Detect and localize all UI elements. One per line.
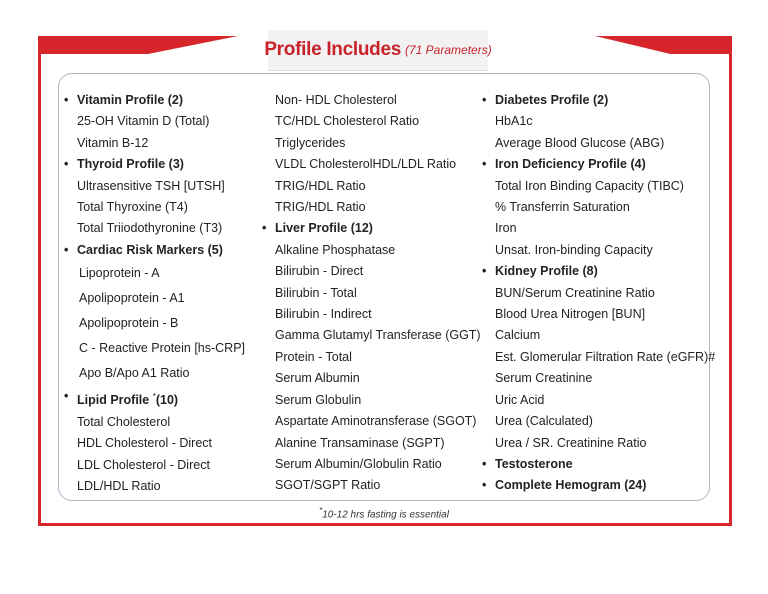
parameter-item: Bilirubin - Total (275, 285, 357, 300)
column-3 (482, 90, 722, 497)
parameter-item: LDL Cholesterol - Direct (77, 457, 210, 472)
parameter-item: Blood Urea Nitrogen [BUN] (495, 307, 646, 322)
profile-heading-count: (10) (155, 393, 179, 408)
parameter-item: Total Iron Binding Capacity (TIBC) (495, 178, 684, 193)
red-frame-left (38, 36, 41, 526)
profile-heading (482, 261, 722, 282)
profile-heading-text: Testosterone (495, 456, 573, 471)
parameter-item: % Transferrin Saturation (495, 200, 630, 215)
profile-heading-text: Iron Deficiency Profile (4) (495, 157, 646, 172)
parameter-item: Total Thyroxine (T4) (77, 200, 188, 215)
profile-heading (64, 386, 264, 412)
column-2 (262, 90, 481, 497)
parameter-item: Protein - Total (275, 349, 352, 364)
profile-heading-text: Thyroid Profile (3) (77, 157, 184, 172)
profile-heading (482, 454, 722, 475)
parameter-item: TRIG/HDL Ratio (275, 200, 366, 215)
parameter-item: Non- HDL Cholesterol (275, 93, 397, 107)
red-frame-bottom (38, 523, 732, 526)
parameter-item: Triglycerides (275, 135, 346, 150)
parameter-item: Ultrasensitive TSH [UTSH] (77, 178, 225, 193)
fasting-marker: * (152, 392, 156, 402)
profile-heading (64, 240, 264, 261)
parameter-item: VLDL CholesterolHDL/LDL Ratio (275, 157, 457, 172)
profile-heading-text: Lipid Profile (77, 393, 150, 408)
parameter-item: Urea (Calculated) (495, 414, 593, 429)
footnote-marker: * (319, 506, 323, 515)
parameter-item: HbA1c (495, 114, 533, 129)
parameter-item: Total Triiodothyronine (T3) (77, 221, 223, 236)
red-header-band-right (595, 36, 732, 54)
profile-heading-text: Kidney Profile (8) (495, 264, 598, 279)
profile-heading-text: Cardiac Risk Markers (5) (77, 242, 223, 257)
parameter-item: Serum Creatinine (495, 371, 593, 386)
profile-heading (262, 218, 477, 239)
profile-heading (482, 90, 722, 111)
parameter-item: Bilirubin - Direct (275, 264, 364, 279)
footnote-text: 10-12 hrs fasting is essential (322, 509, 449, 521)
parameter-item: Alanine Transaminase (SGPT) (275, 435, 445, 450)
title-tab (264, 30, 492, 71)
parameter-item: Iron (495, 221, 517, 236)
parameter-item: Bilirubin - Indirect (275, 307, 372, 322)
parameter-item: Unsat. Iron-binding Capacity (495, 242, 653, 257)
red-frame-right (729, 36, 732, 526)
parameter-item: Calcium (495, 328, 541, 343)
parameter-item: Aspartate Aminotransferase (SGOT) (275, 414, 477, 429)
page-title: Profile Includes (264, 39, 401, 60)
parameter-item: Serum Globulin (275, 392, 362, 407)
parameter-item: HDL Cholesterol - Direct (77, 436, 212, 451)
parameter-item: BUN/Serum Creatinine Ratio (495, 285, 655, 300)
parameter-item: Serum Albumin (275, 371, 360, 386)
parameter-item: Apo B/Apo A1 Ratio (79, 366, 190, 381)
parameter-item: Uric Acid (495, 392, 545, 407)
profile-heading-text: Diabetes Profile (2) (495, 93, 609, 107)
parameter-item: C - Reactive Protein [hs-CRP] (79, 341, 246, 356)
profile-heading (64, 154, 264, 175)
parameter-item: Vitamin B-12 (77, 135, 149, 150)
page-subtitle: (71 Parameters) (405, 43, 492, 57)
profile-heading (482, 475, 722, 496)
parameter-item: Lipoprotein - A (79, 266, 160, 281)
parameter-item: Urea / SR. Creatinine Ratio (495, 435, 647, 450)
parameter-item: Est. Glomerular Filtration Rate (eGFR)# (495, 349, 716, 364)
parameter-item: SGOT/SGPT Ratio (275, 478, 381, 493)
profile-heading-text: Complete Hemogram (24) (495, 478, 647, 493)
parameter-item: Gamma Glutamyl Transferase (GGT) (275, 328, 481, 343)
column-1 (64, 90, 264, 497)
parameter-item: LDL/HDL Ratio (77, 479, 161, 494)
parameter-item: TRIG/HDL Ratio (275, 178, 366, 193)
profile-heading (64, 90, 264, 111)
parameter-item: Apolipoprotein - B (79, 316, 179, 331)
parameter-item: Alkaline Phosphatase (275, 242, 396, 257)
profile-heading (482, 154, 722, 175)
parameter-item: 25-OH Vitamin D (Total) (77, 114, 210, 129)
parameter-item: Total Cholesterol (77, 414, 171, 429)
profile-heading-text: Liver Profile (12) (275, 221, 373, 236)
footnote (0, 506, 768, 520)
parameter-item: Apolipoprotein - A1 (79, 291, 185, 306)
parameter-item: Average Blood Glucose (ABG) (495, 135, 665, 150)
parameter-item: Serum Albumin/Globulin Ratio (275, 456, 442, 471)
red-header-band-left (38, 36, 238, 54)
parameter-item: TC/HDL Cholesterol Ratio (275, 114, 420, 129)
profile-heading-text: Vitamin Profile (2) (77, 93, 184, 107)
